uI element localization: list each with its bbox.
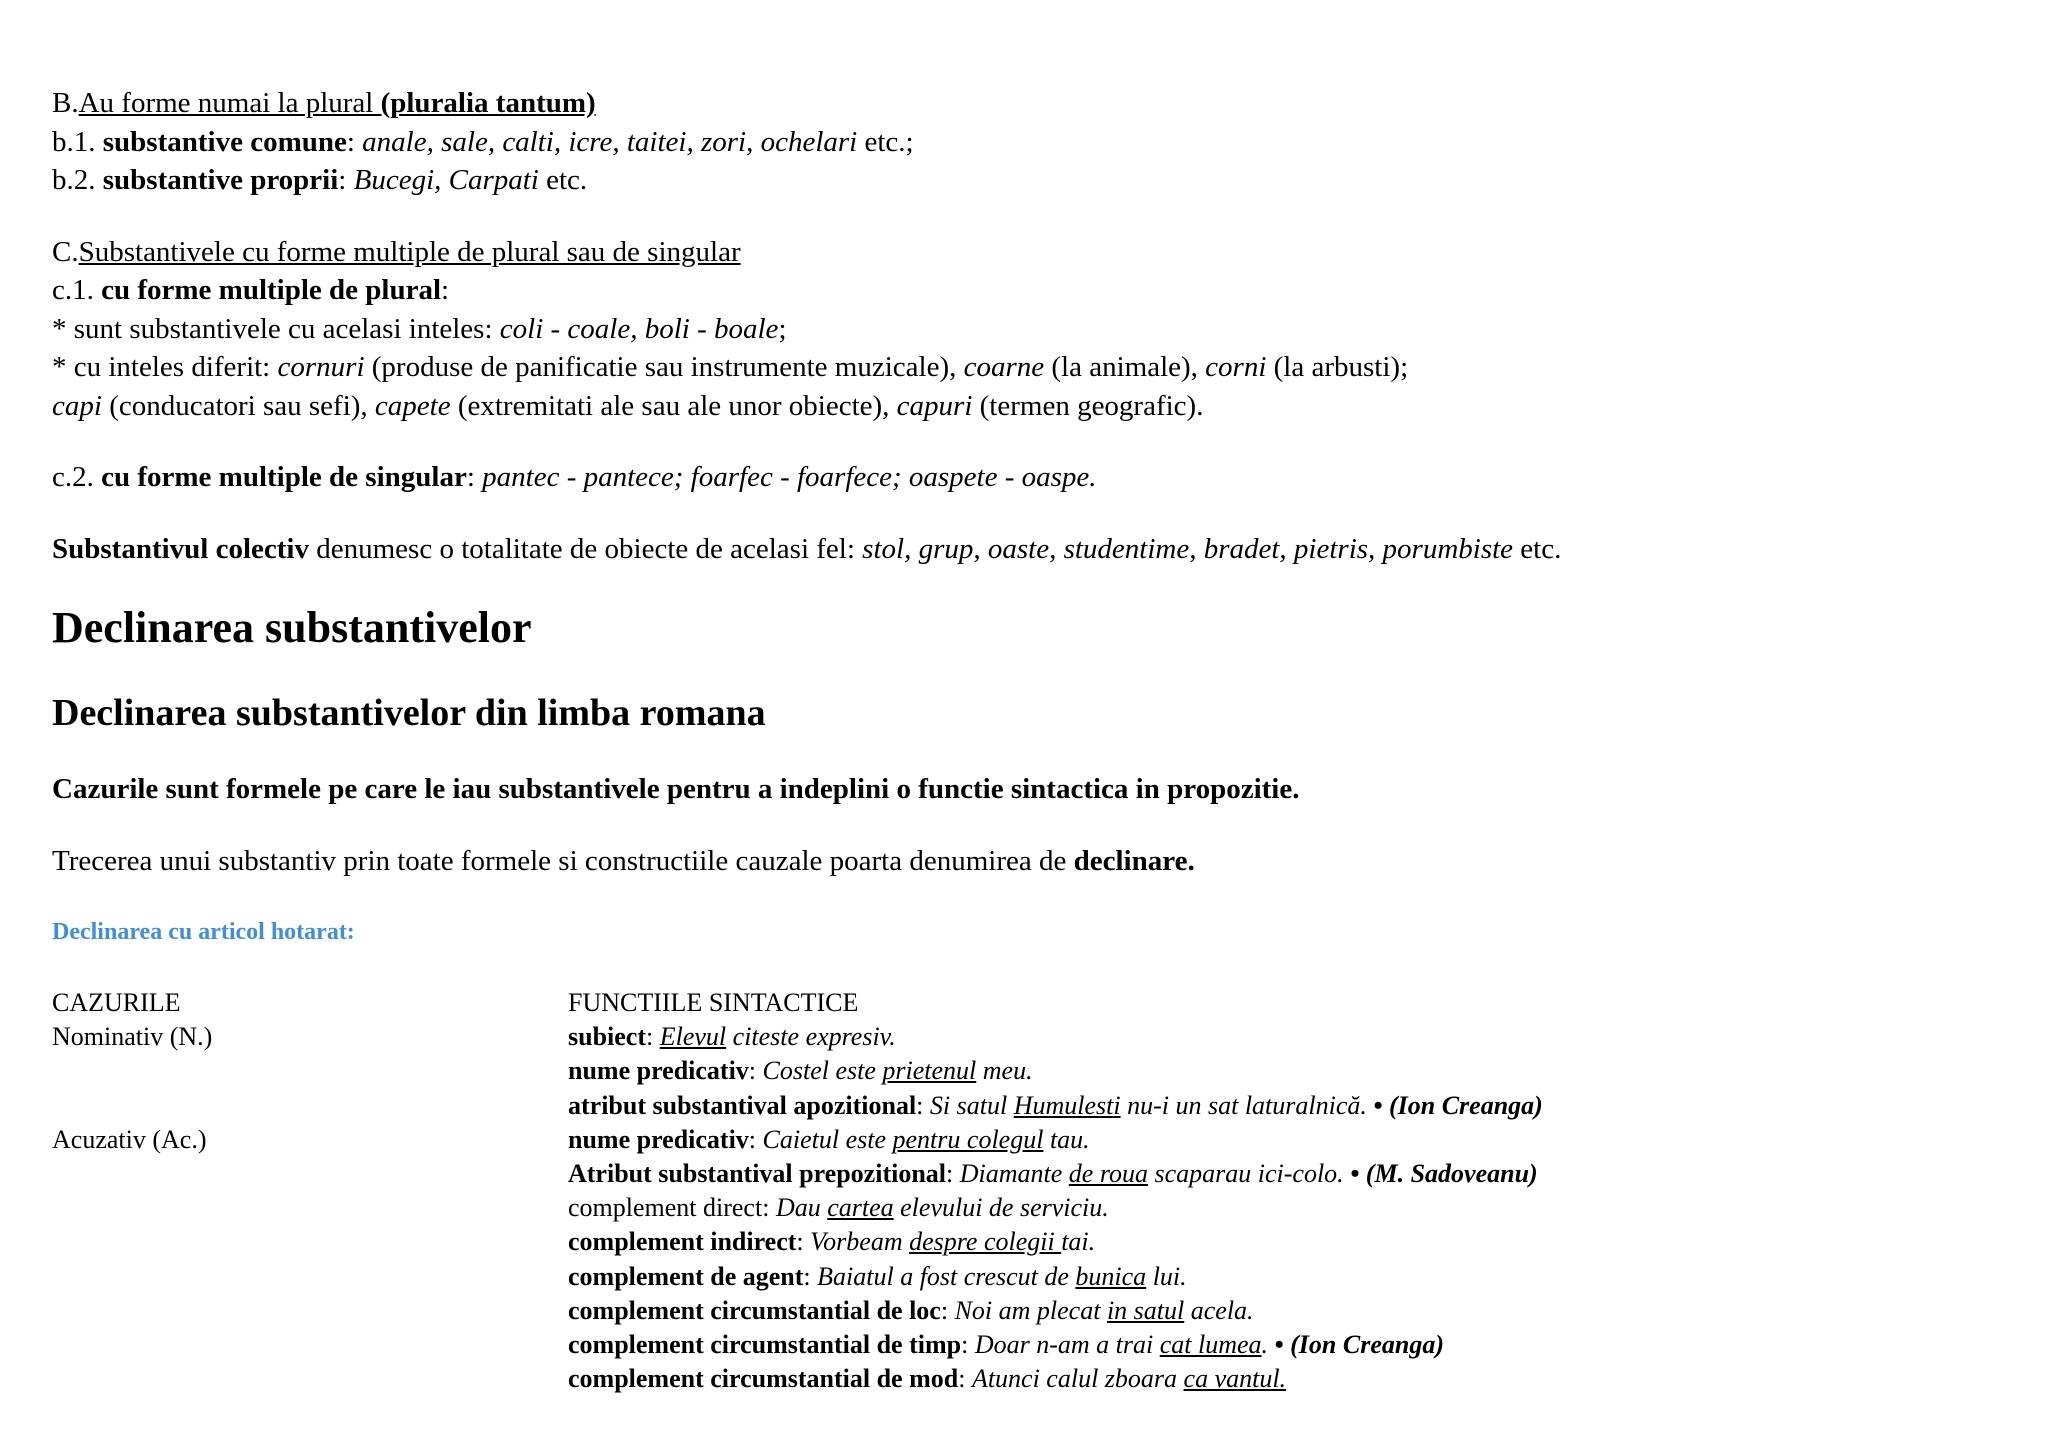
- function-cell: [568, 1328, 1444, 1362]
- function-cell: [568, 1294, 1254, 1328]
- example-text: meu.: [976, 1056, 1033, 1086]
- example-highlight: de roua: [1068, 1159, 1148, 1189]
- example-highlight: bunica: [1075, 1261, 1147, 1291]
- section-b-title-bold: (pluralia tantum): [380, 87, 596, 119]
- table-row: [52, 1054, 2012, 1088]
- table-row: [52, 1225, 2012, 1259]
- function-cell: [568, 1260, 1187, 1294]
- document-page: [52, 84, 2012, 1396]
- example-highlight: prietenul: [882, 1056, 977, 1086]
- function-label: complement circumstantial de timp: [568, 1330, 962, 1360]
- different-meaning-line-1: * cu inteles diferit: cornuri (produse de panificatie sau instrumente muzicale), coarne (la animale), corni (la arbusti);: [52, 351, 1409, 383]
- case-cell: [52, 1260, 568, 1294]
- separator: :: [748, 1056, 763, 1086]
- separator: :: [916, 1090, 930, 1120]
- example-text: Noi am plecat: [954, 1295, 1107, 1325]
- declension-definition: Trecerea unui substantiv prin toate formele si constructiile cauzale poarta denumirea de declinare.: [52, 845, 1195, 877]
- definite-article-subheading: Declinarea cu articol hotarat:: [52, 919, 355, 945]
- header-functions: FUNCTIILE SINTACTICE: [568, 988, 859, 1017]
- section-c1-line: c.1. cu forme multiple de plural:: [52, 274, 450, 306]
- function-label: Atribut substantival prepozitional: [568, 1159, 947, 1189]
- function-cell: [568, 1054, 1033, 1088]
- section-b-title-text: Au forme numai la plural: [78, 87, 381, 119]
- example-text: citeste expresiv.: [726, 1022, 896, 1052]
- example-text: tau.: [1043, 1124, 1090, 1154]
- example-text: Atunci calul zboara: [971, 1364, 1184, 1394]
- separator: :: [946, 1159, 960, 1189]
- same-meaning-line: * sunt substantivele cu acelasi inteles: coli - coale, boli - boale;: [52, 312, 787, 345]
- example-text: acela.: [1184, 1295, 1254, 1325]
- case-cell: [52, 1191, 568, 1225]
- example-text: Dau: [775, 1193, 828, 1223]
- example-highlight: cartea: [827, 1193, 894, 1223]
- table-row: [52, 1260, 2012, 1294]
- section-b2-line: b.2. substantive proprii: Bucegi, Carpati etc.: [52, 164, 588, 196]
- function-cell: [568, 1123, 1090, 1157]
- function-label: nume predicativ: [568, 1056, 749, 1086]
- example-text: lui.: [1146, 1261, 1187, 1291]
- case-cell: [52, 1362, 568, 1396]
- example-text: tai.: [1061, 1227, 1096, 1257]
- separator: :: [940, 1295, 955, 1325]
- case-cell: Acuzativ (Ac.): [52, 1124, 207, 1154]
- table-row: [52, 1294, 2012, 1328]
- function-label: complement circumstantial de mod: [568, 1364, 959, 1394]
- section-b-prefix: B.: [52, 87, 79, 119]
- function-label: complement circumstantial de loc: [568, 1295, 941, 1325]
- case-cell: [52, 1328, 568, 1362]
- different-meaning-line-2: capi (conducatori sau sefi), capete (extremitati ale sau ale unor obiecte), capuri (termen geografic).: [52, 389, 1204, 422]
- example-text: scaparau ici-colo.: [1148, 1159, 1351, 1189]
- table-row: [52, 1157, 2012, 1191]
- example-text: nu-i un sat laturalnică.: [1120, 1090, 1374, 1120]
- function-cell: [568, 1089, 1543, 1123]
- function-cell: [568, 1157, 1538, 1191]
- separator: :: [646, 1022, 660, 1052]
- function-cell: [568, 1362, 1286, 1396]
- function-label: atribut substantival apozitional: [568, 1090, 917, 1120]
- case-cell: Nominativ (N.): [52, 1022, 213, 1052]
- example-highlight: despre colegii: [909, 1227, 1062, 1257]
- example-text: .: [1261, 1330, 1275, 1360]
- example-attribution: • (Ion Creanga): [1274, 1330, 1444, 1360]
- example-highlight: in satul: [1106, 1295, 1185, 1325]
- case-cell: [52, 1294, 568, 1328]
- separator: :: [961, 1330, 975, 1360]
- table-row: [52, 1020, 2012, 1054]
- example-text: Baiatul a fost crescut de: [817, 1261, 1076, 1291]
- case-cell: [52, 1157, 568, 1191]
- example-highlight: ca vantul.: [1183, 1364, 1287, 1394]
- table-row: [52, 1362, 2012, 1396]
- section-b1-line: b.1. substantive comune: anale, sale, calti, icre, taitei, zori, ochelari etc.;: [52, 125, 914, 158]
- table-rows: [52, 1020, 2012, 1396]
- example-highlight: Humulesti: [1013, 1090, 1121, 1120]
- function-cell: [568, 1225, 1095, 1259]
- separator: :: [796, 1227, 811, 1257]
- table-row: [52, 1089, 2012, 1123]
- function-label: complement indirect: [568, 1227, 797, 1257]
- table-header: [52, 986, 2012, 1020]
- case-cell: [52, 1054, 568, 1088]
- example-highlight: cat lumea: [1159, 1330, 1262, 1360]
- heading-declension-romanian: Declinarea substantivelor din limba romana: [52, 692, 766, 734]
- separator: :: [748, 1124, 763, 1154]
- example-attribution: • (M. Sadoveanu): [1350, 1159, 1538, 1189]
- function-label: complement direct: [568, 1193, 763, 1223]
- case-cell: [52, 1089, 568, 1123]
- collective-noun-line: Substantivul colectiv denumesc o totalitate de obiecte de acelasi fel: stol, grup, oaste, studentime, bradet, pietris, porumbiste etc.: [52, 532, 1562, 565]
- separator: :: [958, 1364, 972, 1394]
- heading-declension: Declinarea substantivelor: [52, 603, 532, 652]
- table-row: [52, 1328, 2012, 1362]
- section-c2-line: c.2. cu forme multiple de singular: pantec - pantece; foarfec - foarfece; oaspete - oaspe.: [52, 461, 1097, 493]
- function-label: complement de agent: [568, 1261, 804, 1291]
- example-text: Caietul este: [762, 1124, 893, 1154]
- example-text: Vorbeam: [810, 1227, 910, 1257]
- header-cases: CAZURILE: [52, 988, 181, 1017]
- cases-table: [52, 986, 2012, 1396]
- example-text: Doar n-am a trai: [974, 1330, 1160, 1360]
- function-label: subiect: [568, 1022, 646, 1052]
- table-row: [52, 1191, 2012, 1225]
- example-text: Si satul: [929, 1090, 1014, 1120]
- example-highlight: Elevul: [659, 1022, 727, 1052]
- example-text: Diamante: [959, 1159, 1069, 1189]
- function-cell: [568, 1191, 1109, 1225]
- section-b-title: [52, 84, 2012, 123]
- example-highlight: pentru colegul: [892, 1124, 1044, 1154]
- example-text: elevului de serviciu.: [893, 1193, 1109, 1223]
- case-cell: [52, 1225, 568, 1259]
- section-c-title: C.Substantivele cu forme multiple de plural sau de singular: [52, 235, 741, 268]
- table-row: [52, 1123, 2012, 1157]
- cases-statement: Cazurile sunt formele pe care le iau substantivele pentru a indeplini o functie sintactica in propozitie.: [52, 773, 1300, 805]
- example-attribution: • (Ion Creanga): [1373, 1090, 1543, 1120]
- separator: :: [803, 1261, 818, 1291]
- example-text: Costel este: [762, 1056, 883, 1086]
- function-label: nume predicativ: [568, 1124, 749, 1154]
- separator: :: [762, 1193, 776, 1223]
- function-cell: [568, 1020, 896, 1054]
